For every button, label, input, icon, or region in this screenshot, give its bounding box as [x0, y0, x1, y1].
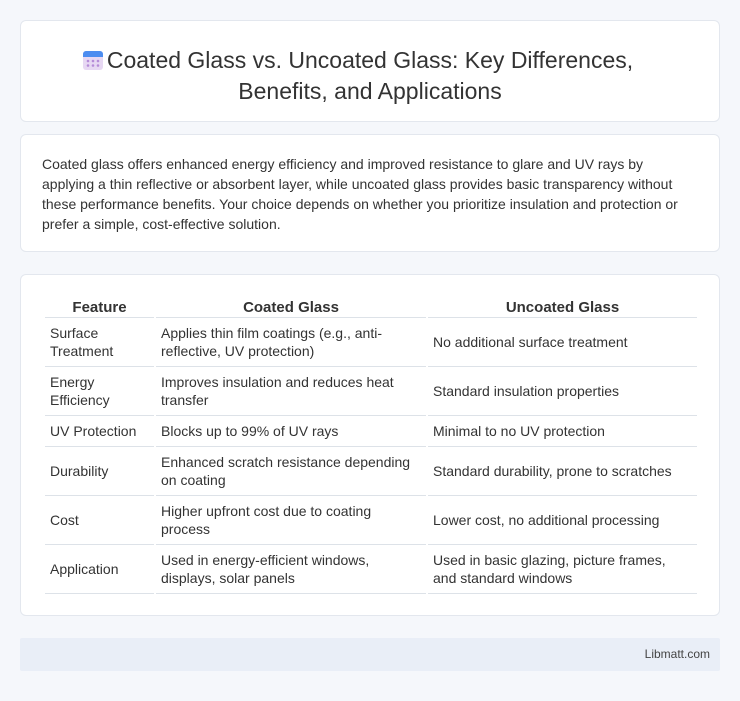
table-row [45, 447, 697, 496]
comparison-card [20, 274, 720, 616]
table-row [45, 545, 697, 594]
page-title-line-2: Benefits, and Applications [238, 78, 502, 104]
table-row [45, 496, 697, 545]
cell-coated: Higher upfront cost due to coating process [156, 496, 426, 545]
cell-feature: Surface Treatment [45, 318, 154, 367]
intro-paragraph: Coated glass offers enhanced energy efficiency and improved resistance to glare and UV rays by applying a thin reflective or absorbent layer, while uncoated glass provides basic transparency without these performance benefits. Your choice depends on whether you prioritize insulation and protection or prefer a simple, cost-effective solution. [42, 156, 678, 232]
cell-feature: Durability [45, 447, 154, 496]
cell-uncoated: No additional surface treatment [428, 318, 697, 367]
cell-coated: Used in energy-efficient windows, displays, solar panels [156, 545, 426, 594]
cell-uncoated: Standard insulation properties [428, 367, 697, 416]
cell-coated: Applies thin film coatings (e.g., anti-reflective, UV protection) [156, 318, 426, 367]
table-row [45, 416, 697, 447]
header-feature: Feature [45, 296, 154, 318]
cell-uncoated: Lower cost, no additional processing [428, 496, 697, 545]
page-title [21, 45, 719, 107]
cell-feature: Application [45, 545, 154, 594]
header-uncoated-glass: Uncoated Glass [428, 296, 697, 318]
cell-uncoated: Used in basic glazing, picture frames, and standard windows [428, 545, 697, 594]
header-coated-glass: Coated Glass [156, 296, 426, 318]
cell-coated: Enhanced scratch resistance depending on coating [156, 447, 426, 496]
footer-brand-link[interactable]: Libmatt.com [644, 647, 710, 661]
comparison-table [43, 296, 699, 594]
title-card [20, 20, 720, 122]
page-title-line-1: Coated Glass vs. Uncoated Glass: Key Differences, [106, 47, 634, 73]
footer-bar [20, 638, 720, 671]
cell-feature: Cost [45, 496, 154, 545]
cell-feature: UV Protection [45, 416, 154, 447]
table-header-row [45, 296, 697, 318]
cell-feature: Energy Efficiency [45, 367, 154, 416]
cell-coated: Blocks up to 99% of UV rays [156, 416, 426, 447]
cell-coated: Improves insulation and reduces heat transfer [156, 367, 426, 416]
cell-uncoated: Minimal to no UV protection [428, 416, 697, 447]
table-row [45, 318, 697, 367]
table-row [45, 367, 697, 416]
cell-uncoated: Standard durability, prone to scratches [428, 447, 697, 496]
intro-card [20, 134, 720, 252]
